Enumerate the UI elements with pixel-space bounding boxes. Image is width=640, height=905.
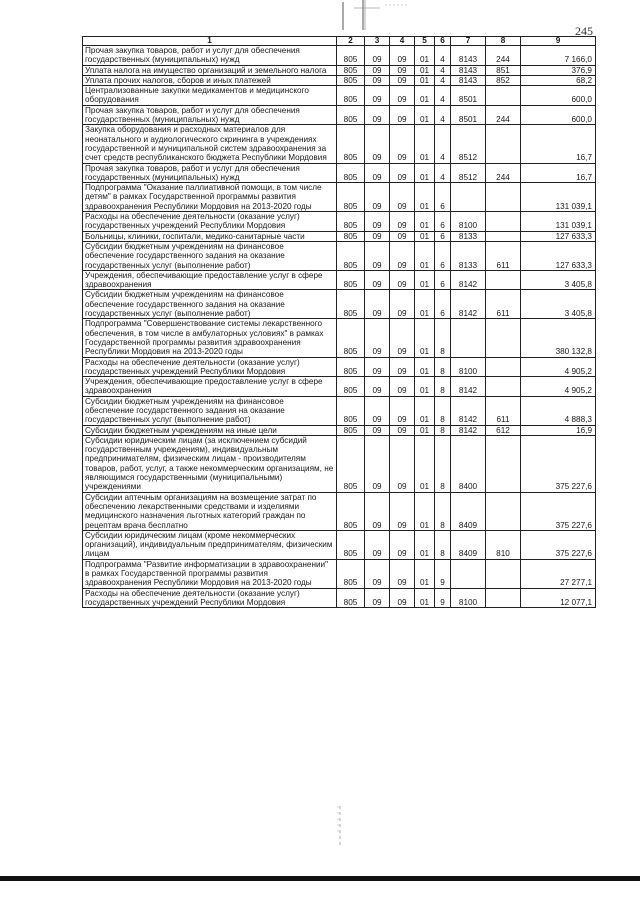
row-subsection: 09 bbox=[390, 86, 415, 106]
row-program: 01 bbox=[415, 46, 435, 66]
row-amount: 4 905,2 bbox=[521, 377, 596, 397]
row-expense-type bbox=[486, 212, 521, 232]
row-program: 01 bbox=[415, 435, 435, 492]
row-name: Субсидии аптечным организациям на возмещение затрат по обеспечению лекарственными средствами и изделиями медицинского назначения льготных категорий граждан по рецептам врача бесплатно bbox=[83, 492, 337, 530]
row-subsection: 09 bbox=[390, 425, 415, 435]
column-header: 1 bbox=[83, 37, 337, 46]
row-subprogram: 8 bbox=[435, 492, 451, 530]
budget-table bbox=[82, 36, 596, 608]
row-expense-type bbox=[486, 377, 521, 397]
row-amount: 4 888,3 bbox=[521, 396, 596, 425]
row-admin-code: 805 bbox=[337, 241, 365, 270]
row-target-code: 8512 bbox=[451, 125, 486, 163]
row-subsection: 09 bbox=[390, 65, 415, 75]
row-admin-code: 805 bbox=[337, 65, 365, 75]
row-section: 09 bbox=[365, 105, 390, 125]
row-amount: 4 905,2 bbox=[521, 357, 596, 377]
row-name: Уплата прочих налогов, сборов и иных платежей bbox=[83, 75, 337, 85]
row-target-code: 8100 bbox=[451, 212, 486, 232]
row-target-code: 8512 bbox=[451, 163, 486, 183]
row-name: Подпрограмма "Развитие информатизации в здравоохранении" в рамках Государственной программы развития здравоохранения Республики Мордовия на 2013-2020 годы bbox=[83, 559, 337, 588]
fold-mark bbox=[300, 806, 380, 846]
row-amount: 16,9 bbox=[521, 425, 596, 435]
row-target-code: 8501 bbox=[451, 105, 486, 125]
row-target-code: 8143 bbox=[451, 75, 486, 85]
row-amount: 127 633,3 bbox=[521, 241, 596, 270]
row-name: Субсидии бюджетным учреждениям на финансовое обеспечение государственного задания на оказание государственных услуг (выполнение работ) bbox=[83, 241, 337, 270]
row-section: 09 bbox=[365, 46, 390, 66]
row-subprogram: 6 bbox=[435, 231, 451, 241]
row-subprogram: 9 bbox=[435, 559, 451, 588]
table-row bbox=[83, 125, 596, 163]
row-subsection: 09 bbox=[390, 588, 415, 608]
row-target-code: 8409 bbox=[451, 530, 486, 559]
table-row bbox=[83, 559, 596, 588]
row-section: 09 bbox=[365, 377, 390, 397]
row-program: 01 bbox=[415, 357, 435, 377]
row-subprogram: 6 bbox=[435, 290, 451, 319]
row-subprogram: 6 bbox=[435, 241, 451, 270]
table-row bbox=[83, 46, 596, 66]
row-expense-type bbox=[486, 319, 521, 357]
row-admin-code: 805 bbox=[337, 86, 365, 106]
row-program: 01 bbox=[415, 492, 435, 530]
row-admin-code: 805 bbox=[337, 588, 365, 608]
row-subprogram: 6 bbox=[435, 212, 451, 232]
table-row bbox=[83, 183, 596, 212]
row-program: 01 bbox=[415, 396, 435, 425]
row-target-code bbox=[451, 319, 486, 357]
table-row bbox=[83, 212, 596, 232]
row-admin-code: 805 bbox=[337, 425, 365, 435]
row-subprogram: 4 bbox=[435, 125, 451, 163]
row-admin-code: 805 bbox=[337, 163, 365, 183]
row-target-code: 8142 bbox=[451, 396, 486, 425]
row-amount: 600,0 bbox=[521, 86, 596, 106]
row-subsection: 09 bbox=[390, 530, 415, 559]
row-name: Учреждения, обеспечивающие предоставление услуг в сфере здравоохранения bbox=[83, 270, 337, 290]
row-admin-code: 805 bbox=[337, 46, 365, 66]
row-subprogram: 4 bbox=[435, 46, 451, 66]
row-section: 09 bbox=[365, 290, 390, 319]
row-target-code bbox=[451, 183, 486, 212]
table-row bbox=[83, 241, 596, 270]
row-section: 09 bbox=[365, 183, 390, 212]
table-row bbox=[83, 105, 596, 125]
row-expense-type: 611 bbox=[486, 241, 521, 270]
row-amount: 27 277,1 bbox=[521, 559, 596, 588]
row-subprogram: 8 bbox=[435, 377, 451, 397]
row-expense-type bbox=[486, 492, 521, 530]
row-program: 01 bbox=[415, 530, 435, 559]
row-target-code: 8143 bbox=[451, 65, 486, 75]
row-subsection: 09 bbox=[390, 290, 415, 319]
row-name: Больницы, клиники, госпитали, медико-санитарные части bbox=[83, 231, 337, 241]
row-subsection: 09 bbox=[390, 163, 415, 183]
row-section: 09 bbox=[365, 425, 390, 435]
row-subsection: 09 bbox=[390, 105, 415, 125]
row-subsection: 09 bbox=[390, 435, 415, 492]
row-name: Централизованные закупки медикаментов и медицинского оборудования bbox=[83, 86, 337, 106]
row-subsection: 09 bbox=[390, 559, 415, 588]
row-amount: 376,9 bbox=[521, 65, 596, 75]
column-header: 6 bbox=[435, 37, 451, 46]
column-header: 4 bbox=[390, 37, 415, 46]
row-name: Расходы на обеспечение деятельности (оказание услуг) государственных учреждений Республики Мордовия bbox=[83, 357, 337, 377]
row-section: 09 bbox=[365, 270, 390, 290]
table-row bbox=[83, 231, 596, 241]
row-section: 09 bbox=[365, 241, 390, 270]
row-name: Субсидии бюджетным учреждениям на финансовое обеспечение государственного задания на оказание государственных услуг (выполнение работ) bbox=[83, 290, 337, 319]
row-subprogram: 8 bbox=[435, 530, 451, 559]
row-amount: 68,2 bbox=[521, 75, 596, 85]
row-amount: 3 405,8 bbox=[521, 290, 596, 319]
row-subsection: 09 bbox=[390, 183, 415, 212]
row-name: Субсидии бюджетным учреждениям на финансовое обеспечение государственного задания на оказание государственных услуг (выполнение работ) bbox=[83, 396, 337, 425]
row-name: Закупка оборудования и расходных материалов для неонатального и аудиологического скрининга в учреждениях государственной и муниципальной систем здравоохранения за счет средств республиканского бюджета Республики Мордовия bbox=[83, 125, 337, 163]
table-row bbox=[83, 319, 596, 357]
table-row bbox=[83, 492, 596, 530]
row-expense-type: 852 bbox=[486, 75, 521, 85]
column-header: 5 bbox=[415, 37, 435, 46]
scan-edge bbox=[0, 876, 640, 881]
row-subprogram: 4 bbox=[435, 105, 451, 125]
row-expense-type bbox=[486, 86, 521, 106]
row-expense-type: 611 bbox=[486, 396, 521, 425]
row-admin-code: 805 bbox=[337, 530, 365, 559]
row-subprogram: 8 bbox=[435, 396, 451, 425]
row-program: 01 bbox=[415, 75, 435, 85]
row-target-code: 8142 bbox=[451, 270, 486, 290]
row-amount: 7 166,0 bbox=[521, 46, 596, 66]
row-target-code: 8143 bbox=[451, 46, 486, 66]
row-section: 09 bbox=[365, 588, 390, 608]
table-row bbox=[83, 435, 596, 492]
row-program: 01 bbox=[415, 163, 435, 183]
column-header: 3 bbox=[365, 37, 390, 46]
row-program: 01 bbox=[415, 183, 435, 212]
column-header: 9 bbox=[521, 37, 596, 46]
row-subsection: 09 bbox=[390, 357, 415, 377]
row-amount: 16,7 bbox=[521, 125, 596, 163]
row-amount: 16,7 bbox=[521, 163, 596, 183]
row-name: Субсидии бюджетным учреждениям на иные цели bbox=[83, 425, 337, 435]
table-row bbox=[83, 163, 596, 183]
row-target-code bbox=[451, 559, 486, 588]
row-program: 01 bbox=[415, 425, 435, 435]
row-program: 01 bbox=[415, 559, 435, 588]
row-subprogram: 6 bbox=[435, 183, 451, 212]
row-target-code: 8501 bbox=[451, 86, 486, 106]
row-admin-code: 805 bbox=[337, 125, 365, 163]
row-subsection: 09 bbox=[390, 46, 415, 66]
row-admin-code: 805 bbox=[337, 270, 365, 290]
row-program: 01 bbox=[415, 290, 435, 319]
row-name: Прочая закупка товаров, работ и услуг для обеспечения государственных (муниципальных) нужд bbox=[83, 46, 337, 66]
table-header-row bbox=[83, 37, 596, 46]
row-amount: 375 227,6 bbox=[521, 530, 596, 559]
row-expense-type bbox=[486, 357, 521, 377]
row-subprogram: 8 bbox=[435, 319, 451, 357]
table-row bbox=[83, 270, 596, 290]
row-section: 09 bbox=[365, 231, 390, 241]
row-subprogram: 4 bbox=[435, 75, 451, 85]
row-subprogram: 4 bbox=[435, 86, 451, 106]
row-section: 09 bbox=[365, 86, 390, 106]
row-admin-code: 805 bbox=[337, 231, 365, 241]
row-expense-type bbox=[486, 588, 521, 608]
table-row bbox=[83, 290, 596, 319]
row-subprogram: 4 bbox=[435, 65, 451, 75]
row-target-code: 8133 bbox=[451, 231, 486, 241]
row-target-code: 8142 bbox=[451, 377, 486, 397]
row-name: Прочая закупка товаров, работ и услуг для обеспечения государственных (муниципальных) нужд bbox=[83, 105, 337, 125]
row-admin-code: 805 bbox=[337, 357, 365, 377]
table-row bbox=[83, 86, 596, 106]
row-subsection: 09 bbox=[390, 396, 415, 425]
row-target-code: 8133 bbox=[451, 241, 486, 270]
row-section: 09 bbox=[365, 559, 390, 588]
table-row bbox=[83, 588, 596, 608]
row-target-code: 8409 bbox=[451, 492, 486, 530]
row-target-code: 8100 bbox=[451, 357, 486, 377]
row-admin-code: 805 bbox=[337, 559, 365, 588]
row-section: 09 bbox=[365, 492, 390, 530]
row-admin-code: 805 bbox=[337, 377, 365, 397]
row-amount: 127 633,3 bbox=[521, 231, 596, 241]
row-section: 09 bbox=[365, 435, 390, 492]
row-program: 01 bbox=[415, 270, 435, 290]
row-expense-type bbox=[486, 435, 521, 492]
row-subprogram: 9 bbox=[435, 588, 451, 608]
row-subprogram: 6 bbox=[435, 270, 451, 290]
row-admin-code: 805 bbox=[337, 396, 365, 425]
binding-mark bbox=[340, 0, 410, 30]
row-admin-code: 805 bbox=[337, 105, 365, 125]
row-subsection: 09 bbox=[390, 241, 415, 270]
row-expense-type bbox=[486, 559, 521, 588]
row-subprogram: 4 bbox=[435, 163, 451, 183]
table-row bbox=[83, 357, 596, 377]
row-expense-type bbox=[486, 125, 521, 163]
row-target-code: 8400 bbox=[451, 435, 486, 492]
row-amount: 380 132,8 bbox=[521, 319, 596, 357]
row-name: Субсидии юридическим лицам (кроме некоммерческих организаций), индивидуальным предпринимателям, физическим лицам bbox=[83, 530, 337, 559]
row-section: 09 bbox=[365, 357, 390, 377]
row-program: 01 bbox=[415, 212, 435, 232]
row-amount: 375 227,6 bbox=[521, 492, 596, 530]
row-subprogram: 8 bbox=[435, 425, 451, 435]
row-admin-code: 805 bbox=[337, 492, 365, 530]
table-row bbox=[83, 425, 596, 435]
row-section: 09 bbox=[365, 65, 390, 75]
row-amount: 375 227,6 bbox=[521, 435, 596, 492]
row-program: 01 bbox=[415, 231, 435, 241]
row-admin-code: 805 bbox=[337, 212, 365, 232]
row-name: Субсидии юридическим лицам (за исключением субсидий государственным учреждениям), индивидуальным предпринимателям, физическим лицам - производителям товаров, работ, услуг, а также некоммерческим организациям, не являющимся государственными (муниципальными) учреждениями bbox=[83, 435, 337, 492]
row-subsection: 09 bbox=[390, 212, 415, 232]
table-row bbox=[83, 75, 596, 85]
row-expense-type: 244 bbox=[486, 105, 521, 125]
table-row bbox=[83, 377, 596, 397]
row-admin-code: 805 bbox=[337, 290, 365, 319]
row-amount: 131 039,1 bbox=[521, 183, 596, 212]
row-program: 01 bbox=[415, 319, 435, 357]
row-expense-type: 810 bbox=[486, 530, 521, 559]
table-row bbox=[83, 530, 596, 559]
column-header: 2 bbox=[337, 37, 365, 46]
row-subprogram: 8 bbox=[435, 435, 451, 492]
row-amount: 3 405,8 bbox=[521, 270, 596, 290]
row-program: 01 bbox=[415, 377, 435, 397]
row-target-code: 8100 bbox=[451, 588, 486, 608]
row-name: Расходы на обеспечение деятельности (оказание услуг) государственных учреждений Республики Мордовия bbox=[83, 212, 337, 232]
column-header: 8 bbox=[486, 37, 521, 46]
row-subprogram: 8 bbox=[435, 357, 451, 377]
row-name: Учреждения, обеспечивающие предоставление услуг в сфере здравоохранения bbox=[83, 377, 337, 397]
row-program: 01 bbox=[415, 125, 435, 163]
row-subsection: 09 bbox=[390, 492, 415, 530]
row-target-code: 8142 bbox=[451, 290, 486, 319]
row-section: 09 bbox=[365, 212, 390, 232]
row-admin-code: 805 bbox=[337, 75, 365, 85]
row-target-code: 8142 bbox=[451, 425, 486, 435]
row-amount: 131 039,1 bbox=[521, 212, 596, 232]
row-admin-code: 805 bbox=[337, 435, 365, 492]
row-section: 09 bbox=[365, 319, 390, 357]
row-subsection: 09 bbox=[390, 75, 415, 85]
row-subsection: 09 bbox=[390, 270, 415, 290]
page-number: 245 bbox=[575, 24, 593, 38]
table-row bbox=[83, 65, 596, 75]
row-subsection: 09 bbox=[390, 377, 415, 397]
row-program: 01 bbox=[415, 86, 435, 106]
row-expense-type: 244 bbox=[486, 163, 521, 183]
row-expense-type bbox=[486, 183, 521, 212]
row-expense-type bbox=[486, 270, 521, 290]
row-name: Подпрограмма "Оказание паллиативной помощи, в том числе детям" в рамках Государственной программы развития здравоохранения Республики Мордовия на 2013-2020 годы bbox=[83, 183, 337, 212]
row-subsection: 09 bbox=[390, 319, 415, 357]
column-header: 7 bbox=[451, 37, 486, 46]
row-subsection: 09 bbox=[390, 231, 415, 241]
row-section: 09 bbox=[365, 163, 390, 183]
row-expense-type: 244 bbox=[486, 46, 521, 66]
row-section: 09 bbox=[365, 396, 390, 425]
row-name: Уплата налога на имущество организаций и земельного налога bbox=[83, 65, 337, 75]
row-section: 09 bbox=[365, 530, 390, 559]
row-expense-type: 612 bbox=[486, 425, 521, 435]
row-section: 09 bbox=[365, 75, 390, 85]
row-expense-type: 851 bbox=[486, 65, 521, 75]
row-admin-code: 805 bbox=[337, 183, 365, 212]
row-amount: 600,0 bbox=[521, 105, 596, 125]
row-program: 01 bbox=[415, 65, 435, 75]
row-program: 01 bbox=[415, 588, 435, 608]
row-expense-type: 611 bbox=[486, 290, 521, 319]
row-amount: 12 077,1 bbox=[521, 588, 596, 608]
row-program: 01 bbox=[415, 105, 435, 125]
row-section: 09 bbox=[365, 125, 390, 163]
row-name: Расходы на обеспечение деятельности (оказание услуг) государственных учреждений Республики Мордовия bbox=[83, 588, 337, 608]
row-expense-type bbox=[486, 231, 521, 241]
row-name: Подпрограмма "Совершенствование системы лекарственного обеспечения, в том числе в амбулаторных условиях" в рамках Государственной программы развития здравоохранения Республики Мордовия на 2013-2020 годы bbox=[83, 319, 337, 357]
row-program: 01 bbox=[415, 241, 435, 270]
row-subsection: 09 bbox=[390, 125, 415, 163]
row-name: Прочая закупка товаров, работ и услуг для обеспечения государственных (муниципальных) нужд bbox=[83, 163, 337, 183]
table-row bbox=[83, 396, 596, 425]
row-admin-code: 805 bbox=[337, 319, 365, 357]
